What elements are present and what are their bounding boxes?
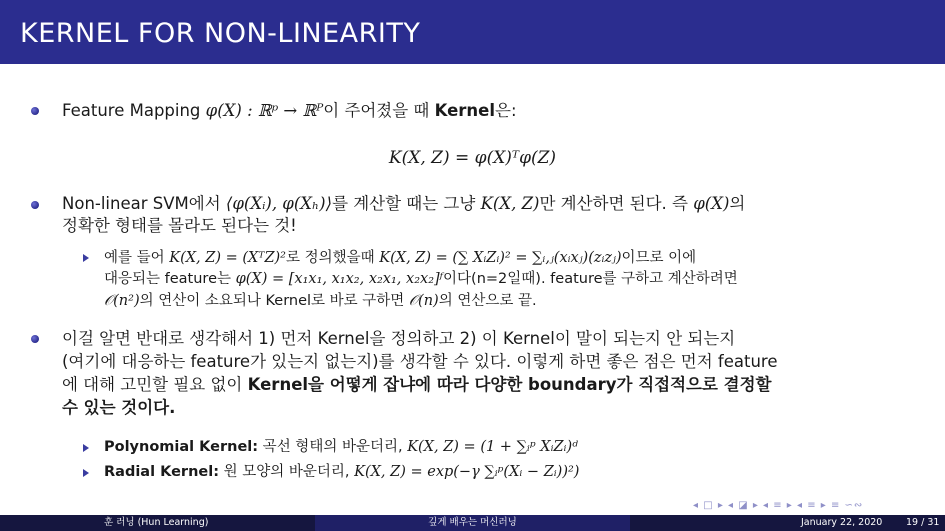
radial-kernel: Radial Kernel: 원 모양의 바운더리, K(X, Z) = exp(−γ ∑ᵢᵖ(Xᵢ − Zᵢ))²) — [104, 464, 580, 480]
footer-page-number: 19 / 31 — [906, 517, 940, 528]
footer-course: 깊게 배우는 머신러닝 — [428, 517, 517, 528]
beamer-navigation-icons[interactable]: ◂ □ ▸ ◂ ◪ ▸ ◂ ≡ ▸ ◂ ≡ ▸ ≡ ∽∾ — [693, 500, 864, 511]
polynomial-kernel: Polynomial Kernel: 곡선 형태의 바운더리, K(X, Z) = (1 + ∑ᵢᵖ XᵢZᵢ)ᵈ — [104, 439, 578, 455]
footer-date-segment — [630, 515, 945, 531]
kernel-first-line1: 이걸 알면 반대로 생각해서 1) 먼저 Kernel을 정의하고 2) 이 Kernel이 말이 되는지 안 되는지 — [62, 329, 736, 348]
bullet-icon — [31, 107, 39, 115]
example-line3: 𝒪(n²)의 연산이 소요되나 Kernel로 바로 구하면 𝒪(n)의 연산으로 끝. — [104, 293, 537, 309]
example-line1: 예를 들어 K(X, Z) = (XᵀZ)²로 정의했을때 K(X, Z) = (∑ XᵢZᵢ)² = ∑ᵢ,ⱼ(xᵢxⱼ)(zᵢzⱼ)이므로 이에 — [104, 250, 697, 266]
kernel-first-line2: (여기에 대응하는 feature가 있는지 없는지)를 생각할 수 있다. 이렇게 하면 좋은 점은 먼저 feature — [62, 352, 778, 371]
bullet-nonlinear-svm-line1: Non-linear SVM에서 ⟨φ(Xᵢ), φ(Xₕ)⟩를 계산할 때는 그냥 K(X, Z)만 계산하면 된다. 즉 φ(X)의 — [62, 194, 746, 213]
sub-bullet-icon — [83, 469, 89, 477]
slide-content — [0, 64, 945, 514]
footer-course-segment — [315, 515, 630, 531]
bullet-nonlinear-svm-line2: 정확한 형태를 몰라도 된다는 것! — [62, 216, 297, 235]
example-line2: 대응되는 feature는 φ(X) = [x₁x₁, x₁x₂, x₂x₁, x₂x₂]ᶠ이다(n=2일때). feature를 구하고 계산하려면 — [104, 271, 738, 287]
bullet-icon — [31, 201, 39, 209]
slide-footer — [0, 515, 945, 531]
footer-author: 훈 러닝 (Hun Learning) — [104, 517, 209, 528]
sub-bullet-icon — [83, 444, 89, 452]
kernel-equation: K(X, Z) = φ(X)ᵀφ(Z) — [388, 148, 557, 168]
footer-author-segment — [0, 515, 315, 531]
kernel-first-line3: 에 대해 고민할 필요 없이 Kernel을 어떻게 잡냐에 따라 다양한 boundary가 직접적으로 결정할 — [62, 375, 772, 394]
bullet-feature-mapping: Feature Mapping φ(X) : ℝᵖ → ℝᴾ이 주어졌을 때 Kernel은: — [62, 101, 517, 120]
kernel-first-line4: 수 있는 것이다. — [62, 398, 176, 417]
sub-bullet-icon — [83, 254, 89, 262]
slide-title-bar — [0, 0, 945, 64]
footer-date: January 22, 2020 — [801, 517, 883, 528]
slide-title: KERNEL FOR NON-LINEARITY — [20, 18, 421, 49]
bullet-icon — [31, 335, 39, 343]
